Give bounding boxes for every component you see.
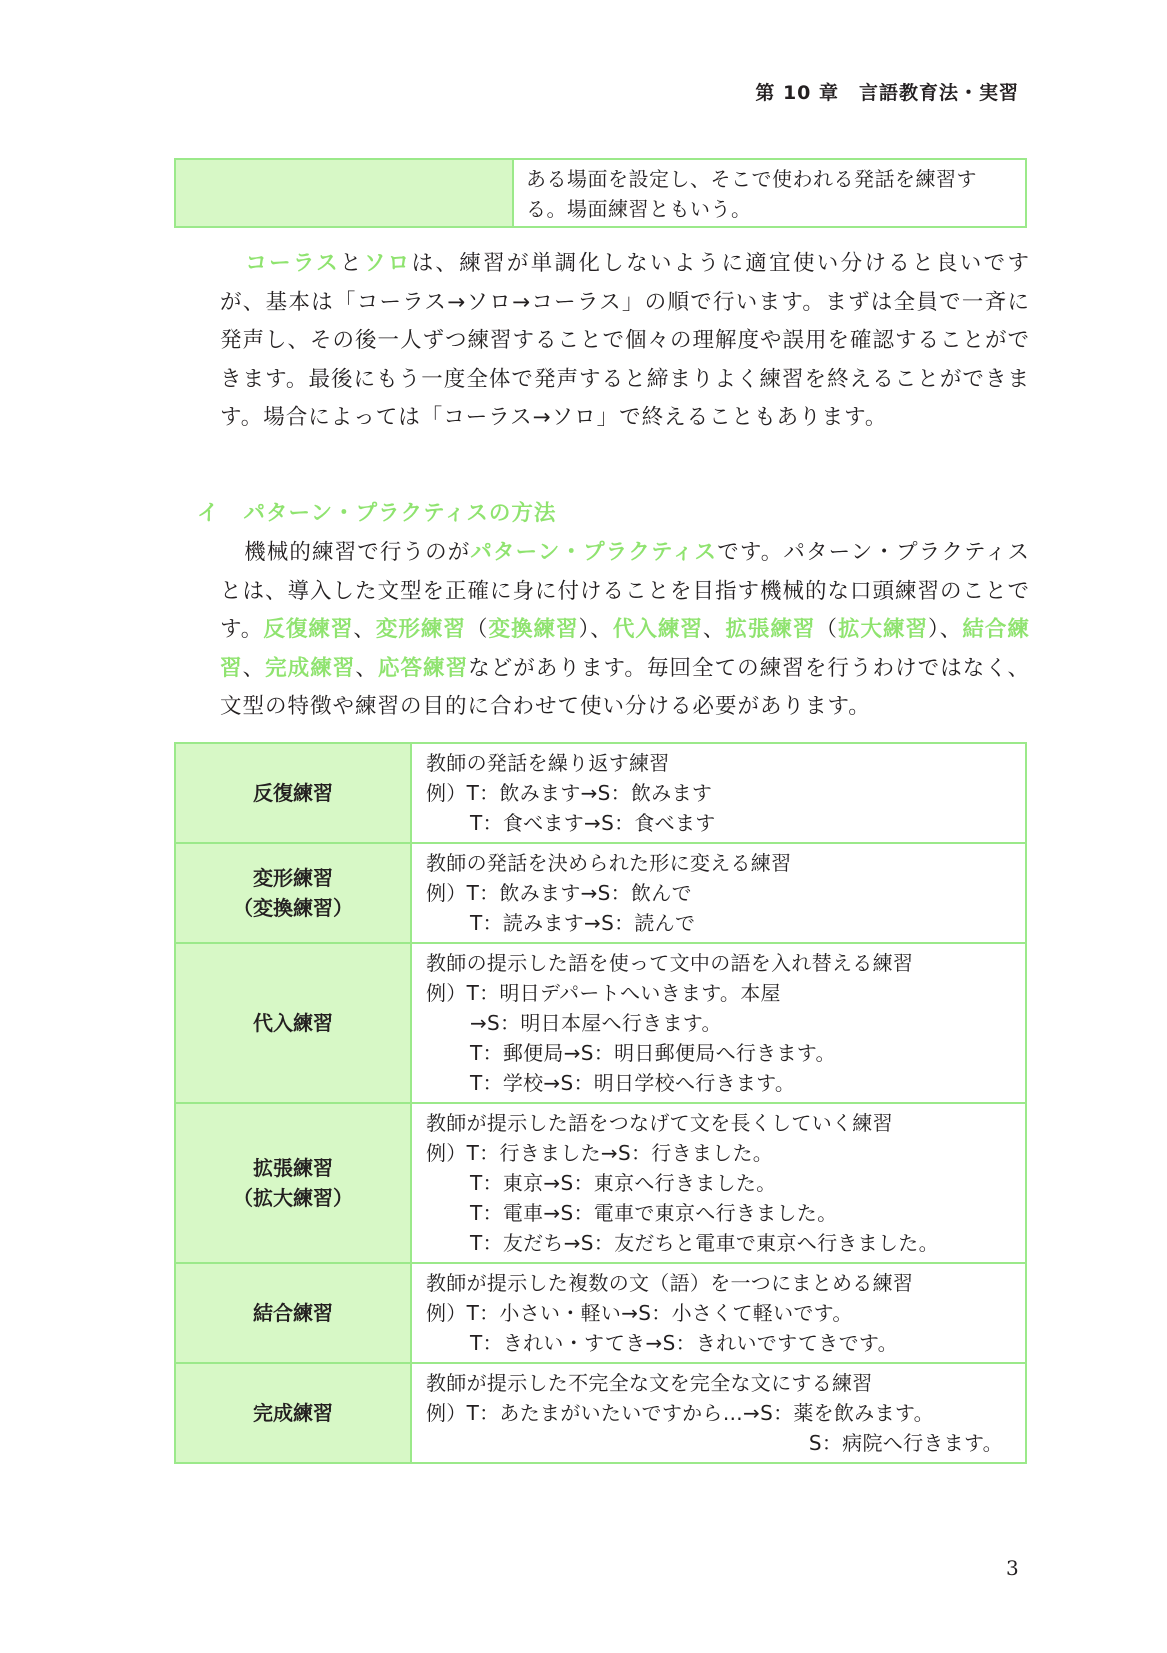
term-chorus: コーラス (244, 251, 341, 276)
drill-description-cell (411, 743, 1026, 843)
drill-description: 教師の発話を繰り返す練習 (426, 751, 670, 775)
drill-example: T：郵便局→S：明日郵便局へ行きます。 (470, 1041, 836, 1065)
drill-name-alt: （変換練習） (233, 896, 353, 920)
term-substitution: 代入練習 (612, 617, 703, 643)
drill-description: 教師が提示した語をつなげて文を長くしていく練習 (426, 1111, 893, 1135)
drill-example: T：電車→S：電車で東京へ行きました。 (470, 1201, 838, 1225)
table-row (175, 1103, 1026, 1263)
term-completion: 完成練習 (265, 655, 356, 681)
drill-description-cell (411, 1103, 1026, 1263)
drill-description-cell (411, 943, 1026, 1103)
page-number: 3 (1006, 1556, 1019, 1580)
drill-name: 代入練習 (253, 1011, 333, 1035)
drill-description-cell (411, 1363, 1026, 1463)
drill-description: 教師が提示した不完全な文を完全な文にする練習 (426, 1371, 873, 1395)
drill-example: T：東京→S：東京へ行きました。 (470, 1171, 777, 1195)
drill-example: →S：明日本屋へ行きます。 (470, 1011, 722, 1035)
drill-name-cell (175, 1363, 411, 1463)
paren-close: ）、 (928, 617, 963, 643)
table-row (175, 943, 1026, 1103)
drill-example: 例）T：飲みます→S：飲みます (426, 781, 713, 805)
section-heading (197, 496, 556, 527)
term-response: 応答練習 (377, 655, 469, 681)
pattern-practice-table (174, 742, 1027, 1464)
separator: 、 (702, 617, 726, 643)
drill-example: T：食べます→S：食べます (470, 811, 716, 835)
paragraph-text: 機械的練習で行うのが (244, 540, 471, 565)
scene-practice-table (174, 158, 1027, 228)
separator: 、 (353, 617, 376, 643)
drill-example: 例）T：行きました→S：行きました。 (426, 1141, 774, 1165)
drill-name: 変形練習 (253, 866, 333, 890)
chorus-solo-paragraph (220, 245, 1030, 438)
drill-example: T：きれい・すてき→S：きれいですてきです。 (470, 1331, 898, 1355)
description-line: る。場面練習ともいう。 (526, 197, 752, 221)
drill-name-cell (175, 843, 411, 943)
drill-name-alt: （拡大練習） (233, 1186, 353, 1210)
description-line: ある場面を設定し、そこで使われる発話を練習す (526, 167, 977, 191)
drill-name: 完成練習 (253, 1401, 333, 1425)
drill-example: T：学校→S：明日学校へ行きます。 (470, 1071, 796, 1095)
separator: 、 (242, 655, 266, 681)
term-combination: 結合練習 (220, 617, 1030, 681)
term-pattern-practice: パターン・プラクティス (470, 540, 718, 565)
drill-name: 拡張練習 (253, 1156, 333, 1180)
term-conversion: 変換練習 (488, 617, 579, 643)
paren-open: （ (465, 617, 489, 643)
table-row (175, 1363, 1026, 1463)
drill-name-cell (175, 943, 411, 1103)
term-enlargement: 拡大練習 (837, 617, 929, 643)
table-row (175, 843, 1026, 943)
paragraph-text: と (340, 251, 364, 276)
table-row (175, 1263, 1026, 1363)
drill-example: 例）T：あたまがいたいですから…→S：薬を飲みます。 (426, 1401, 934, 1425)
paren-open: （ (815, 617, 838, 643)
table-row (175, 743, 1026, 843)
drill-name: 結合練習 (253, 1301, 333, 1325)
pattern-practice-paragraph (220, 534, 1030, 727)
paragraph-text: などがあります。毎回全ての練習を行うわけではなく、文型の特徴や練習の目的に合わせて使い分ける必要があります。 (220, 655, 1030, 720)
drill-description-cell (411, 1263, 1026, 1363)
drill-name-cell (175, 1103, 411, 1263)
drill-description-cell (411, 843, 1026, 943)
drill-example: T：読みます→S：読んで (470, 911, 696, 935)
drill-example: T：友だち→S：友だちと電車で東京へ行きました。 (470, 1231, 939, 1255)
separator: 、 (355, 655, 378, 681)
chapter-header: 第 10 章 言語教育法・実習 (755, 82, 1019, 104)
drill-example: 例）T：飲みます→S：飲んで (426, 881, 692, 905)
drill-description: 教師の提示した語を使って文中の語を入れ替える練習 (426, 951, 914, 975)
scene-practice-description (514, 160, 1025, 226)
term-expansion: 拡張練習 (725, 617, 816, 643)
paragraph-text: です。パターン・プラクティスとは、導入した文型を正確に身に付けることを目指す機械的な口頭練習のことです。 (220, 540, 1031, 643)
paren-close: ）、 (578, 617, 613, 643)
drill-name-cell (175, 1263, 411, 1363)
drill-example: 例）T：明日デパートへいきます。本屋 (426, 981, 781, 1005)
drill-name-cell (175, 743, 411, 843)
paragraph-text: は、練習が単調化しないように適宜使い分けると良いですが、基本は「コーラス→ソロ→コーラス」の順で行います。まずは全員で一斉に発声し、その後一人ずつ練習することで個々の理解度や誤用を確認することができます。最後にもう一度全体で発声すると締まりよく練習を終えることができます。場合によっては「コーラス→ソロ」で終えることもあります。 (220, 251, 1031, 431)
term-repetition: 反復練習 (263, 617, 354, 643)
scene-practice-name-cell (176, 160, 514, 226)
section-title: パターン・プラクティスの方法 (243, 501, 557, 526)
drill-description: 教師が提示した複数の文（語）を一つにまとめる練習 (426, 1271, 914, 1295)
drill-name: 反復練習 (253, 781, 333, 805)
drill-example: S：病院へ行きます。 (808, 1431, 1003, 1455)
term-solo: ソロ (363, 251, 412, 276)
term-transformation: 変形練習 (375, 617, 466, 643)
drill-description: 教師の発話を決められた形に変える練習 (426, 851, 792, 875)
drill-example: 例）T：小さい・軽い→S：小さくて軽いです。 (426, 1301, 853, 1325)
section-label: イ (197, 501, 220, 526)
